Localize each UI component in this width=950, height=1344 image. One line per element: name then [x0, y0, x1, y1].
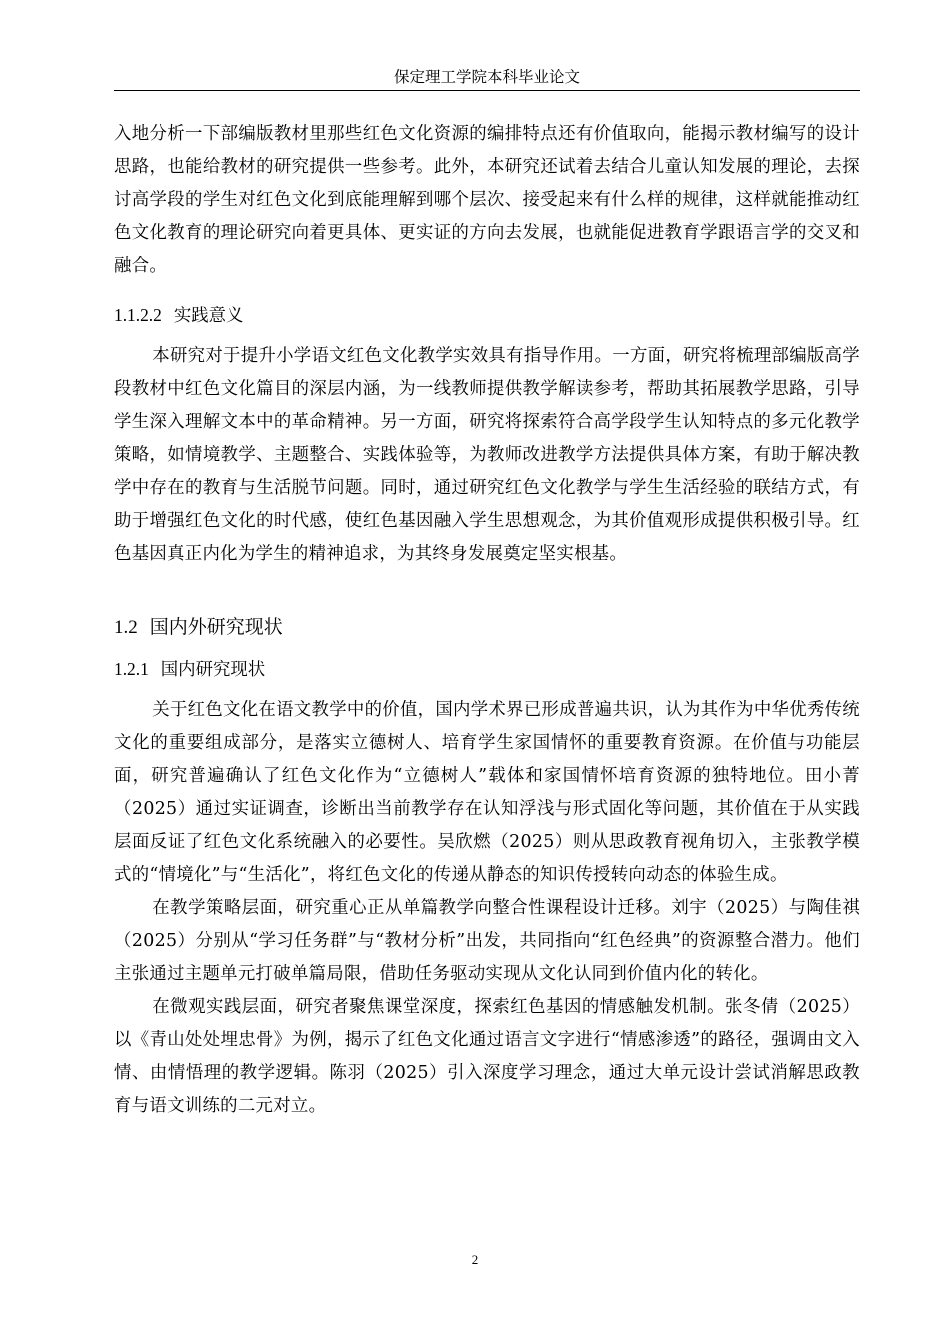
paragraph-micro-practice: 在微观实践层面，研究者聚焦课堂深度，探索红色基因的情感触发机制。张冬倩（2025）以《青山处处埋忠骨》为例，揭示了红色文化通过语言文字进行“情感渗透”的路径，强调由文入情、由情悟理的教学逻辑。陈羽（2025）引入深度学习理念，通过大单元设计尝试消解思政教育与语文训练的二元对立。 [114, 997, 860, 1116]
heading-number: 1.1.2.2 [114, 305, 162, 325]
header-rule [114, 90, 860, 91]
heading-number: 1.2 [114, 617, 138, 638]
heading-domestic-status [114, 656, 860, 683]
document-body [114, 118, 860, 1123]
paragraph-continuation: 入地分析一下部编版教材里那些红色文化资源的编排特点还有价值取向，能揭示教材编写的设计思路，也能给教材的研究提供一些参考。此外，本研究还试着去结合儿童认知发展的理论，去探讨高学段的学生对红色文化到底能理解到哪个层次、接受起来有什么样的规律，这样就能推动红色文化教育的理论研究向着更具体、更实证的方向去发展，也就能促进教育学跟语言学的交叉和融合。 [114, 124, 860, 276]
heading-text: 国内研究现状 [160, 660, 266, 680]
page-header-title: 保定理工学院本科毕业论文 [393, 68, 580, 86]
heading-text: 实践意义 [173, 306, 244, 326]
paragraph-practical: 本研究对于提升小学语文红色文化教学实效具有指导作用。一方面，研究将梳理部编版高学段教材中红色文化篇目的深层内涵，为一线教师提供教学解读参考，帮助其拓展教学思路，引导学生深入理解文本中的革命精神。另一方面，研究将探索符合高学段学生认知特点的多元化教学策略，如情境教学、主题整合、实践体验等，为教师改进教学方法提供具体方案，有助于解决教学中存在的教育与生活脱节问题。同时，通过研究红色文化教学与学生生活经验的联结方式，有助于增强红色文化的时代感，使红色基因融入学生思想观念，为其价值观形成提供积极引导。红色基因真正内化为学生的精神追求，为其终身发展奠定坚实根基。 [114, 346, 860, 564]
heading-practical-significance [114, 302, 860, 329]
heading-text: 国内外研究现状 [149, 616, 283, 638]
heading-number: 1.2.1 [114, 659, 149, 679]
paragraph-teaching-strategy: 在教学策略层面，研究重心正从单篇教学向整合性课程设计迁移。刘宇（2025）与陶佳祺（2025）分别从“学习任务群”与“教材分析”出发，共同指向“红色经典”的资源整合潜力。他们主张通过主题单元打破单篇局限，借助任务驱动实现从文化认同到价值内化的转化。 [114, 898, 860, 984]
paragraph-domestic-value: 关于红色文化在语文教学中的价值，国内学术界已形成普遍共识，认为其作为中华优秀传统文化的重要组成部分，是落实立德树人、培育学生家国情怀的重要教育资源。在价值与功能层面，研究普遍确认了红色文化作为“立德树人”载体和家国情怀培育资源的独特地位。田小菁（2025）通过实证调查，诊断出当前教学存在认知浮浅与形式固化等问题，其价值在于从实践层面反证了红色文化系统融入的必要性。吴欣燃（2025）则从思政教育视角切入，主张教学模式的“情境化”与“生活化”，将红色文化的传递从静态的知识传授转向动态的体验生成。 [114, 700, 860, 885]
heading-research-status [114, 613, 860, 642]
page-number: 2 [471, 1252, 479, 1267]
